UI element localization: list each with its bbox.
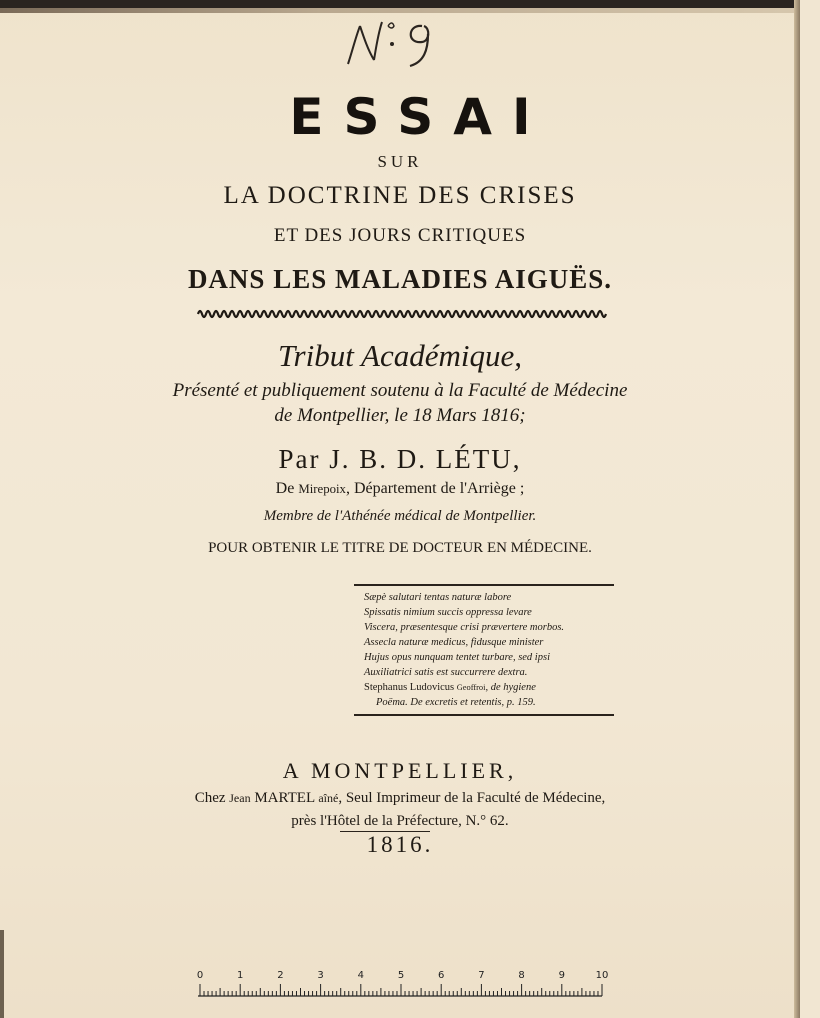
- ruler-label: 6: [438, 970, 445, 981]
- epigraph-block: [354, 584, 614, 716]
- title-essai: ESSAI: [289, 88, 551, 146]
- imprint-printer: [0, 790, 800, 807]
- epigraph-line: Auxiliatrici satis est succurrere dextra.: [364, 667, 528, 678]
- ruler-label: 2: [277, 970, 284, 981]
- presentation-line-1: Présenté et publiquement soutenu à la Faculté de Médecine: [172, 380, 628, 401]
- handwritten-number-mark: [330, 14, 450, 74]
- scan-top-shadow: [0, 8, 800, 13]
- origin-place: Mirepoix: [298, 482, 346, 496]
- chez-martel: MARTEL: [254, 790, 315, 806]
- chez-aine: aîné: [318, 791, 339, 805]
- ruler-label: 8: [518, 970, 525, 981]
- title-sur: SUR: [377, 152, 423, 171]
- epigraph-source: , de hygiene: [485, 682, 536, 693]
- ornamental-rule: [198, 308, 602, 320]
- ruler-label: 1: [237, 970, 244, 981]
- author-membership: Membre de l'Athénée médical de Montpellier.: [263, 508, 537, 524]
- degree-purpose: POUR OBTENIR LE TITRE DE DOCTEUR EN MÉDECINE.: [208, 540, 592, 556]
- epigraph-line: Assecla naturæ medicus, fidusque minister: [364, 637, 544, 648]
- title-doctrine: LA DOCTRINE DES CRISES: [223, 182, 577, 209]
- chez-rest: , Seul Imprimeur de la Faculté de Médecine,: [338, 790, 606, 806]
- ruler-label: 10: [595, 970, 609, 981]
- ruler-label: 4: [357, 970, 364, 981]
- author-origin: [0, 480, 800, 498]
- epigraph-line: Viscera, præsentesque crisi prævertere morbos.: [364, 622, 565, 633]
- presentation-line-2: de Montpellier, le 18 Mars 1816;: [274, 405, 526, 426]
- epigraph-author: Stephanus Ludovicus: [364, 682, 455, 693]
- imprint-city: A MONTPELLIER,: [282, 758, 518, 783]
- chez-jean: Jean: [229, 791, 251, 805]
- epigraph-author-line: [354, 680, 614, 695]
- origin-rest: , Département de l'Arriège ;: [345, 480, 525, 497]
- epigraph-line: Sæpè salutari tentas naturæ labore: [364, 592, 512, 603]
- imprint-address: près l'Hôtel de la Préfecture, N.° 62.: [291, 813, 509, 829]
- epigraph-line: Spissatis nimium succis oppressa levare: [364, 607, 532, 618]
- ruler-label: 7: [478, 970, 485, 981]
- origin-de: De: [275, 480, 295, 497]
- epigraph-author-surname: Geoffroi: [456, 683, 486, 692]
- epigraph-source-line: Poëma. De excretis et retentis, p. 159.: [376, 697, 536, 708]
- author-par: Par: [278, 444, 321, 474]
- chez-prefix: Chez: [194, 790, 226, 806]
- epigraph-line: Hujus opus nunquam tentet turbare, sed ipsi: [364, 652, 550, 663]
- imprint-year: 1816.: [366, 832, 434, 857]
- ruler-label: 9: [558, 970, 565, 981]
- ruler-label: 5: [397, 970, 405, 981]
- scan-left-edge: [0, 930, 4, 1018]
- title-jours: ET DES JOURS CRITIQUES: [273, 225, 527, 246]
- ruler-label: 0: [196, 970, 204, 981]
- author-line: [0, 444, 800, 475]
- scale-ruler: [196, 966, 609, 1000]
- author-name: J. B. D. LÉTU,: [329, 444, 522, 474]
- tribut-academique: Tribut Académique,: [278, 338, 522, 373]
- title-maladies: DANS LES MALADIES AIGUËS.: [187, 264, 613, 294]
- ruler-label: 3: [317, 970, 324, 981]
- scan-top-border: [0, 0, 800, 8]
